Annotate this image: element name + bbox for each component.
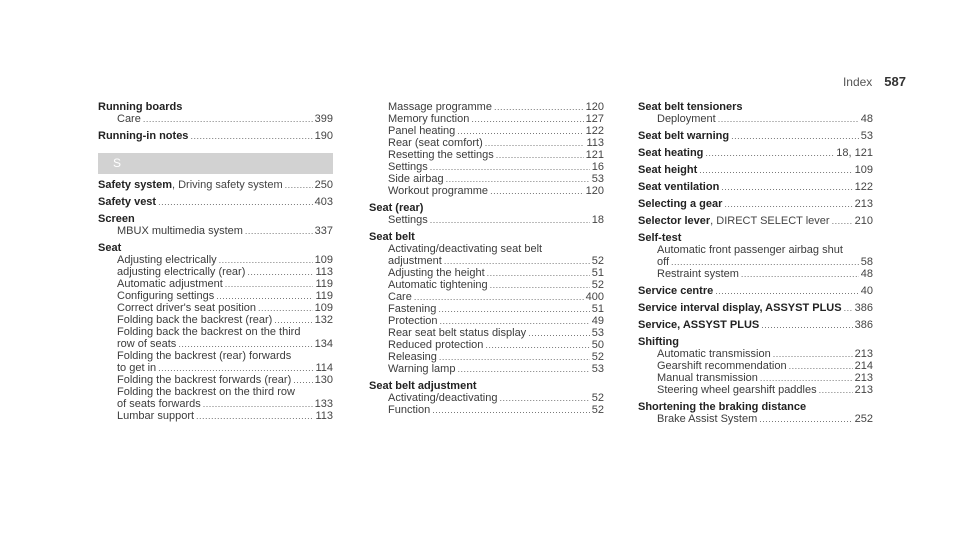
sub-entry-text: Gearshift recommendation xyxy=(657,360,787,372)
sub-entry-text: Memory function xyxy=(388,113,470,125)
sub-entry[interactable] xyxy=(98,410,333,422)
entry-heading-line xyxy=(98,179,283,191)
leader-dots xyxy=(430,214,590,226)
sub-entry[interactable] xyxy=(369,392,604,404)
leader-dots xyxy=(245,225,313,237)
entry-suffix: , DIRECT SELECT lever xyxy=(710,215,830,227)
entry-heading: Selector lever xyxy=(638,215,711,227)
entry-heading: Service interval display, ASSYST PLUS xyxy=(638,302,842,314)
entry-heading: Seat belt tensioners xyxy=(638,101,743,113)
sub-entry[interactable] xyxy=(369,327,604,339)
sub-entry[interactable] xyxy=(98,374,333,386)
page-ref[interactable]: 51 xyxy=(591,267,604,279)
page-ref[interactable]: 400 xyxy=(585,291,604,303)
sub-entry[interactable] xyxy=(369,404,604,416)
sub-entry-text: Function xyxy=(388,404,431,416)
sub-entry[interactable] xyxy=(369,101,604,113)
leader-dots xyxy=(285,179,313,191)
leader-dots xyxy=(457,363,589,375)
page-ref[interactable]: 122 xyxy=(854,181,873,193)
page-number: 587 xyxy=(884,74,906,89)
sub-entry[interactable] xyxy=(98,290,333,302)
leader-dots xyxy=(773,348,853,360)
leader-dots xyxy=(444,255,590,267)
page-ref[interactable]: 252 xyxy=(854,413,873,425)
entry-heading: Seat height xyxy=(638,164,698,176)
leader-dots xyxy=(438,303,589,315)
leader-dots xyxy=(832,215,853,227)
sub-entry-text: Adjusting the height xyxy=(388,267,485,279)
sub-entry[interactable] xyxy=(369,137,604,149)
sub-entry[interactable] xyxy=(369,291,604,303)
page-ref[interactable]: 52 xyxy=(591,255,604,267)
sub-entry-text: Automatic transmission xyxy=(657,348,771,360)
page-ref[interactable]: 53 xyxy=(591,363,604,375)
page-header xyxy=(843,74,906,89)
leader-dots xyxy=(705,147,834,159)
leader-dots xyxy=(258,302,313,314)
leader-dots xyxy=(759,413,852,425)
sub-entry-text: Side airbag xyxy=(388,173,444,185)
page-ref[interactable]: 134 xyxy=(314,338,333,350)
sub-entry[interactable] xyxy=(98,278,333,290)
sub-entry[interactable] xyxy=(369,255,604,267)
index-entry-seat-belt-adjustment xyxy=(369,380,604,416)
entry-heading: Service, ASSYST PLUS xyxy=(638,319,760,331)
leader-dots xyxy=(457,125,583,137)
leader-dots xyxy=(158,196,313,208)
page-ref[interactable]: 53 xyxy=(860,130,873,142)
entry-heading: Seat heating xyxy=(638,147,704,159)
index-entry-shortening-braking-distance xyxy=(638,401,873,425)
sub-entry-text: Activating/deactivating xyxy=(388,392,498,404)
entry-heading: Running boards xyxy=(98,101,183,113)
index-entry-seat xyxy=(98,242,333,422)
sub-entry-text: Folding the backrest forwards (rear) xyxy=(117,374,292,386)
index-entry-service-assyst-plus[interactable] xyxy=(638,319,873,331)
entry-suffix: , Driving safety system xyxy=(172,179,283,191)
leader-dots xyxy=(741,268,859,280)
page-ref[interactable]: 214 xyxy=(854,360,873,372)
leader-dots xyxy=(499,392,589,404)
sub-entry-text: off xyxy=(657,256,670,268)
leader-dots xyxy=(487,267,590,279)
index-entry-safety-system[interactable] xyxy=(98,179,333,191)
sub-entry-text: Correct driver's seat position xyxy=(117,302,257,314)
leader-dots xyxy=(247,266,313,278)
sub-entry[interactable] xyxy=(638,113,873,125)
page-ref[interactable]: 337 xyxy=(314,225,333,237)
page-ref[interactable]: 53 xyxy=(591,327,604,339)
index-entry-selector-lever[interactable] xyxy=(638,215,873,227)
sub-entry-text: adjusting electrically (rear) xyxy=(117,266,246,278)
page-ref[interactable]: 18, 121 xyxy=(836,147,873,159)
leader-dots xyxy=(440,315,590,327)
sub-entry-text: Care xyxy=(117,113,141,125)
page-ref[interactable]: 386 xyxy=(854,319,873,331)
sub-entry-text: Settings xyxy=(388,214,428,226)
page-ref[interactable]: 109 xyxy=(314,254,333,266)
page-ref[interactable]: 16 xyxy=(591,161,604,173)
sub-entry-text: Manual transmission xyxy=(657,372,758,384)
sub-entry-text: Resetting the settings xyxy=(388,149,494,161)
page-ref[interactable]: 113 xyxy=(586,137,604,149)
page-ref[interactable]: 109 xyxy=(314,302,333,314)
page-ref[interactable]: 210 xyxy=(854,215,873,227)
sub-entry-text: Automatic adjustment xyxy=(117,278,223,290)
leader-dots xyxy=(225,278,314,290)
sub-entry[interactable] xyxy=(369,303,604,315)
leader-dots xyxy=(671,256,859,268)
sub-entry-text: Rear seat belt status display xyxy=(388,327,527,339)
entry-heading: Shifting xyxy=(638,336,679,348)
entry-heading: Screen xyxy=(98,213,135,225)
sub-entry[interactable] xyxy=(98,225,333,237)
index-entry-self-test xyxy=(638,232,873,280)
sub-entry[interactable] xyxy=(638,256,873,268)
index-entry-service-interval-display[interactable] xyxy=(638,302,873,314)
leader-dots xyxy=(789,360,853,372)
entry-heading-line xyxy=(638,215,830,227)
leader-dots xyxy=(219,254,313,266)
leader-dots xyxy=(760,372,853,384)
sub-entry-text: Releasing xyxy=(388,351,437,363)
index-column-3 xyxy=(638,101,873,425)
sub-entry[interactable] xyxy=(369,149,604,161)
entry-heading: Seat ventilation xyxy=(638,181,720,193)
sub-entry-text-line1: Folding the backrest on the third row xyxy=(117,386,295,398)
page-ref[interactable]: 48 xyxy=(860,268,873,280)
leader-dots xyxy=(196,410,313,422)
sub-entry[interactable] xyxy=(369,351,604,363)
sub-entry[interactable] xyxy=(638,360,873,372)
entry-heading: Seat belt adjustment xyxy=(369,380,477,392)
index-entry-safety-vest[interactable] xyxy=(98,196,333,208)
index-entry-seat-heating[interactable] xyxy=(638,147,873,159)
sub-entry-text: Care xyxy=(388,291,412,303)
sub-entry[interactable] xyxy=(638,413,873,425)
leader-dots xyxy=(715,285,859,297)
entry-heading: Self-test xyxy=(638,232,682,244)
index-entry-seat-belt-tensioners xyxy=(638,101,873,125)
page-ref[interactable]: 213 xyxy=(854,384,873,396)
leader-dots xyxy=(721,181,852,193)
leader-dots xyxy=(439,351,590,363)
page-ref[interactable]: 403 xyxy=(314,196,333,208)
sub-entry[interactable] xyxy=(369,315,604,327)
sub-entry-text: Reduced protection xyxy=(388,339,484,351)
leader-dots xyxy=(485,137,585,149)
leader-dots xyxy=(293,374,312,386)
page-ref[interactable]: 52 xyxy=(591,404,604,416)
leader-dots xyxy=(190,130,312,142)
leader-dots xyxy=(485,339,589,351)
index-entry-seat-belt xyxy=(369,231,604,375)
page-ref[interactable]: 130 xyxy=(314,374,333,386)
sub-entry[interactable] xyxy=(98,362,333,374)
index-entry-seat-rear xyxy=(369,202,604,226)
sub-entry[interactable] xyxy=(369,279,604,291)
sub-entry-text: Steering wheel gearshift paddles xyxy=(657,384,817,396)
page-ref[interactable]: 119 xyxy=(315,290,333,302)
index-entry-screen xyxy=(98,213,333,237)
entry-heading: Safety vest xyxy=(98,196,157,208)
sub-entry[interactable] xyxy=(369,125,604,137)
index-column-2 xyxy=(369,101,604,416)
entry-heading: Selecting a gear xyxy=(638,198,723,210)
page-ref[interactable]: 132 xyxy=(314,314,333,326)
sub-entry[interactable] xyxy=(98,314,333,326)
sub-entry[interactable] xyxy=(98,338,333,350)
page-ref[interactable]: 40 xyxy=(860,285,873,297)
entry-heading: Seat belt xyxy=(369,231,415,243)
sub-entry-text-line1: Automatic front passenger airbag shut xyxy=(657,244,843,256)
leader-dots xyxy=(844,302,853,314)
leader-dots xyxy=(528,327,590,339)
entry-heading: Safety system xyxy=(98,179,172,191)
leader-dots xyxy=(819,384,853,396)
page-ref[interactable]: 399 xyxy=(314,113,333,125)
letter-section-bar: S xyxy=(98,153,333,174)
leader-dots xyxy=(718,113,859,125)
leader-dots xyxy=(274,314,312,326)
sub-entry[interactable] xyxy=(369,173,604,185)
entry-heading: Running-in notes xyxy=(98,130,189,142)
page-ref[interactable]: 51 xyxy=(591,303,604,315)
sub-entry[interactable] xyxy=(369,363,604,375)
sub-entry-text: Automatic tightening xyxy=(388,279,488,291)
page-ref[interactable]: 386 xyxy=(854,302,873,314)
page-ref[interactable]: 213 xyxy=(854,348,873,360)
sub-entry-text: Fastening xyxy=(388,303,437,315)
entry-heading: Service centre xyxy=(638,285,714,297)
sub-entry-text: Adjusting electrically xyxy=(117,254,217,266)
sub-entry-care[interactable] xyxy=(98,113,333,125)
sub-entry[interactable] xyxy=(638,384,873,396)
sub-entry-text: Rear (seat comfort) xyxy=(388,137,483,149)
index-entry-seat-height[interactable] xyxy=(638,164,873,176)
leader-dots xyxy=(414,291,584,303)
page-ref[interactable]: 114 xyxy=(315,362,333,374)
leader-dots xyxy=(446,173,590,185)
sub-entry-text: Protection xyxy=(388,315,438,327)
entry-heading: Seat xyxy=(98,242,122,254)
index-column-1 xyxy=(98,101,333,422)
sub-entry-text: Restraint system xyxy=(657,268,739,280)
page-ref[interactable]: 18 xyxy=(591,214,604,226)
sub-entry-text: Brake Assist System xyxy=(657,413,758,425)
sub-entry-text-line1: Folding the backrest (rear) forwards xyxy=(117,350,292,362)
page-ref[interactable]: 119 xyxy=(315,278,333,290)
sub-entry-text: Workout programme xyxy=(388,185,489,197)
sub-entry-text-line1: Folding back the backrest on the third xyxy=(117,326,301,338)
page-ref[interactable]: 213 xyxy=(854,198,873,210)
sub-entry-text: Settings xyxy=(388,161,428,173)
index-entry-running-in-notes[interactable] xyxy=(98,130,333,142)
leader-dots xyxy=(471,113,583,125)
page-ref[interactable]: 49 xyxy=(591,315,604,327)
sub-entry-text: MBUX multimedia system xyxy=(117,225,243,237)
sub-entry-text: Warning lamp xyxy=(388,363,456,375)
leader-dots xyxy=(158,362,313,374)
page-ref[interactable]: 50 xyxy=(591,339,604,351)
entry-heading: Seat belt warning xyxy=(638,130,730,142)
leader-dots xyxy=(699,164,852,176)
sub-entry[interactable] xyxy=(98,398,333,410)
sub-entry[interactable] xyxy=(369,161,604,173)
leader-dots xyxy=(216,290,313,302)
entry-heading: Seat (rear) xyxy=(369,202,424,214)
sub-entry-text: Deployment xyxy=(657,113,716,125)
page-ref[interactable]: 133 xyxy=(314,398,333,410)
index-entry-seat-continued xyxy=(369,101,604,197)
index-entry-selecting-a-gear[interactable] xyxy=(638,198,873,210)
index-entry-service-centre[interactable] xyxy=(638,285,873,297)
leader-dots xyxy=(143,113,313,125)
page-ref[interactable]: 48 xyxy=(860,113,873,125)
sub-entry[interactable] xyxy=(369,113,604,125)
sub-entry-text-line1: Activating/deactivating seat belt xyxy=(388,243,543,255)
leader-dots xyxy=(731,130,859,142)
page-ref[interactable]: 52 xyxy=(591,279,604,291)
leader-dots xyxy=(178,338,312,350)
leader-dots xyxy=(432,404,590,416)
index-entry-shifting xyxy=(638,336,873,396)
sub-entry-text: Configuring settings xyxy=(117,290,215,302)
page-ref[interactable]: 113 xyxy=(315,266,333,278)
sub-entry-text: Lumbar support xyxy=(117,410,195,422)
page-ref[interactable]: 190 xyxy=(314,130,333,142)
sub-entry[interactable] xyxy=(638,348,873,360)
sub-entry[interactable] xyxy=(369,214,604,226)
page-ref[interactable]: 121 xyxy=(585,149,604,161)
page-ref[interactable]: 120 xyxy=(585,185,604,197)
sub-entry[interactable] xyxy=(98,266,333,278)
sub-entry[interactable] xyxy=(369,185,604,197)
leader-dots xyxy=(430,161,590,173)
sub-entry-text: Panel heating xyxy=(388,125,456,137)
leader-dots xyxy=(490,185,584,197)
index-entry-seat-belt-warning[interactable] xyxy=(638,130,873,142)
page-ref[interactable]: 58 xyxy=(860,256,873,268)
sub-entry[interactable] xyxy=(638,268,873,280)
index-entry-seat-ventilation[interactable] xyxy=(638,181,873,193)
page-ref[interactable]: 122 xyxy=(585,125,604,137)
sub-entry-text: row of seats xyxy=(117,338,177,350)
leader-dots xyxy=(496,149,584,161)
leader-dots xyxy=(724,198,852,210)
entry-heading: Shortening the braking distance xyxy=(638,401,807,413)
sub-entry[interactable] xyxy=(369,339,604,351)
page-ref[interactable]: 127 xyxy=(585,113,604,125)
page-ref[interactable]: 250 xyxy=(314,179,333,191)
sub-entry-text: to get in xyxy=(117,362,157,374)
page-ref[interactable]: 213 xyxy=(854,372,873,384)
page-ref[interactable]: 52 xyxy=(591,392,604,404)
sub-entry-text: Folding back the backrest (rear) xyxy=(117,314,273,326)
sub-entry[interactable] xyxy=(638,372,873,384)
sub-entry-text: Massage programme xyxy=(388,101,492,113)
index-label: Index xyxy=(842,75,873,89)
leader-dots xyxy=(761,319,852,331)
sub-entry-text: of seats forwards xyxy=(117,398,201,410)
page-ref[interactable]: 120 xyxy=(585,101,604,113)
page-ref[interactable]: 109 xyxy=(854,164,873,176)
sub-entry[interactable] xyxy=(98,302,333,314)
leader-dots xyxy=(490,279,590,291)
index-entry-running-boards xyxy=(98,101,333,125)
leader-dots xyxy=(494,101,584,113)
page-ref[interactable]: 113 xyxy=(315,410,333,422)
page-ref[interactable]: 53 xyxy=(591,173,604,185)
sub-entry-text: adjustment xyxy=(388,255,442,267)
sub-entry[interactable] xyxy=(369,267,604,279)
sub-entry[interactable] xyxy=(98,254,333,266)
leader-dots xyxy=(203,398,313,410)
page-ref[interactable]: 52 xyxy=(591,351,604,363)
